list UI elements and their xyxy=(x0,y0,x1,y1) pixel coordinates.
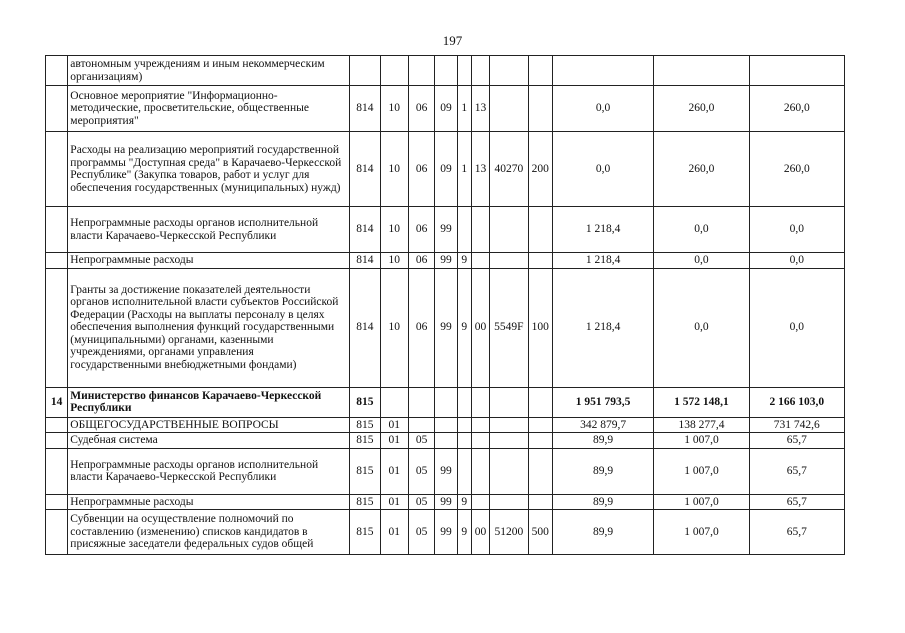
expense-name-cell: автономным учреждениям и иным некоммерческим организациям) xyxy=(68,56,350,86)
expense-type-code-cell xyxy=(528,448,552,494)
subprogram-code-cell xyxy=(457,387,471,417)
subsection-code-cell: 06 xyxy=(408,132,434,207)
table-row xyxy=(46,387,845,417)
amount-year-1-cell: 89,9 xyxy=(552,433,653,449)
amount-year-3-cell: 260,0 xyxy=(749,86,844,132)
row-number-cell xyxy=(46,433,68,449)
table-row xyxy=(46,510,845,555)
direction-code-cell xyxy=(490,253,529,269)
table-row xyxy=(46,207,845,253)
amount-year-1-cell: 1 218,4 xyxy=(552,207,653,253)
grbs-code-cell: 815 xyxy=(350,387,380,417)
amount-year-2-cell: 1 007,0 xyxy=(654,510,749,555)
amount-year-2-cell: 0,0 xyxy=(654,268,749,387)
section-code-cell xyxy=(380,56,408,86)
amount-year-2-cell: 0,0 xyxy=(654,253,749,269)
expense-name-cell: Основное мероприятие "Информационно-методические, просветительские, общественные мероприятия" xyxy=(68,86,350,132)
amount-year-1-cell: 0,0 xyxy=(552,86,653,132)
table-row xyxy=(46,86,845,132)
amount-year-3-cell: 65,7 xyxy=(749,433,844,449)
expense-type-code-cell xyxy=(528,433,552,449)
amount-year-2-cell: 260,0 xyxy=(654,86,749,132)
grbs-code-cell: 815 xyxy=(350,433,380,449)
expense-name-cell: Непрограммные расходы xyxy=(68,494,350,510)
amount-year-2-cell xyxy=(654,56,749,86)
subprogram-code-cell: 9 xyxy=(457,510,471,555)
amount-year-2-cell: 1 007,0 xyxy=(654,433,749,449)
grbs-code-cell: 814 xyxy=(350,268,380,387)
event-code-cell: 00 xyxy=(471,268,489,387)
section-code-cell: 01 xyxy=(380,433,408,449)
amount-year-3-cell: 0,0 xyxy=(749,268,844,387)
amount-year-3-cell: 2 166 103,0 xyxy=(749,387,844,417)
expense-name-cell: Непрограммные расходы органов исполнительной власти Карачаево-Черкесской Республики xyxy=(68,448,350,494)
expense-name-cell: Министерство финансов Карачаево-Черкесской Республики xyxy=(68,387,350,417)
grbs-code-cell: 815 xyxy=(350,448,380,494)
amount-year-2-cell: 260,0 xyxy=(654,132,749,207)
direction-code-cell xyxy=(490,387,529,417)
event-code-cell xyxy=(471,433,489,449)
expense-type-code-cell xyxy=(528,56,552,86)
subprogram-code-cell: 1 xyxy=(457,86,471,132)
table-row xyxy=(46,448,845,494)
expense-name-cell: Гранты за достижение показателей деятельности органов исполнительной власти субъектов Российской Федерации (Расходы на выплаты персоналу в целях обеспечения выполнения функций государственными (муниципальными) органами, казенными учреждениями, органами управления государственными внебюджетными фондами) xyxy=(68,268,350,387)
amount-year-1-cell: 1 951 793,5 xyxy=(552,387,653,417)
program-code-cell: 09 xyxy=(435,86,457,132)
table-row xyxy=(46,433,845,449)
subprogram-code-cell: 9 xyxy=(457,494,471,510)
subsection-code-cell: 05 xyxy=(408,510,434,555)
program-code-cell: 99 xyxy=(435,494,457,510)
expense-type-code-cell xyxy=(528,253,552,269)
amount-year-2-cell: 1 007,0 xyxy=(654,448,749,494)
event-code-cell xyxy=(471,448,489,494)
amount-year-1-cell: 89,9 xyxy=(552,510,653,555)
table-row xyxy=(46,268,845,387)
expense-type-code-cell xyxy=(528,417,552,433)
table-row xyxy=(46,494,845,510)
section-code-cell: 10 xyxy=(380,207,408,253)
expense-type-code-cell: 100 xyxy=(528,268,552,387)
grbs-code-cell: 814 xyxy=(350,207,380,253)
amount-year-3-cell: 65,7 xyxy=(749,448,844,494)
amount-year-3-cell: 65,7 xyxy=(749,510,844,555)
expense-name-cell: Субвенции на осуществление полномочий по составлению (изменению) списков кандидатов в присяжные заседатели федеральных судов общей xyxy=(68,510,350,555)
row-number-cell xyxy=(46,253,68,269)
expense-name-cell: Непрограммные расходы органов исполнительной власти Карачаево-Черкесской Республики xyxy=(68,207,350,253)
row-number-cell xyxy=(46,56,68,86)
direction-code-cell xyxy=(490,494,529,510)
subprogram-code-cell xyxy=(457,207,471,253)
amount-year-1-cell: 1 218,4 xyxy=(552,268,653,387)
subprogram-code-cell: 1 xyxy=(457,132,471,207)
amount-year-3-cell: 0,0 xyxy=(749,207,844,253)
event-code-cell: 00 xyxy=(471,510,489,555)
program-code-cell xyxy=(435,417,457,433)
row-number-cell xyxy=(46,494,68,510)
grbs-code-cell: 814 xyxy=(350,86,380,132)
row-number-cell xyxy=(46,86,68,132)
program-code-cell xyxy=(435,387,457,417)
subprogram-code-cell xyxy=(457,56,471,86)
grbs-code-cell: 815 xyxy=(350,417,380,433)
subsection-code-cell: 05 xyxy=(408,494,434,510)
expense-name-cell: Расходы на реализацию мероприятий государственной программы "Доступная среда" в Карачаево-Черкесской Республике" (Закупка товаров, работ и услуг для обеспечения государственных (муниципальных) нужд) xyxy=(68,132,350,207)
subprogram-code-cell xyxy=(457,417,471,433)
amount-year-1-cell: 342 879,7 xyxy=(552,417,653,433)
section-code-cell xyxy=(380,387,408,417)
amount-year-2-cell: 0,0 xyxy=(654,207,749,253)
amount-year-3-cell xyxy=(749,56,844,86)
grbs-code-cell: 815 xyxy=(350,494,380,510)
table-body xyxy=(46,56,845,555)
event-code-cell xyxy=(471,387,489,417)
subsection-code-cell: 06 xyxy=(408,253,434,269)
section-code-cell: 10 xyxy=(380,132,408,207)
row-number-cell xyxy=(46,207,68,253)
expense-name-cell: ОБЩЕГОСУДАРСТВЕННЫЕ ВОПРОСЫ xyxy=(68,417,350,433)
section-code-cell: 10 xyxy=(380,253,408,269)
amount-year-3-cell: 260,0 xyxy=(749,132,844,207)
amount-year-3-cell: 0,0 xyxy=(749,253,844,269)
event-code-cell xyxy=(471,207,489,253)
table-row xyxy=(46,56,845,86)
direction-code-cell xyxy=(490,433,529,449)
direction-code-cell xyxy=(490,448,529,494)
section-code-cell: 01 xyxy=(380,494,408,510)
direction-code-cell: 5549F xyxy=(490,268,529,387)
table-row xyxy=(46,417,845,433)
direction-code-cell xyxy=(490,56,529,86)
expense-type-code-cell: 500 xyxy=(528,510,552,555)
program-code-cell: 99 xyxy=(435,207,457,253)
program-code-cell: 99 xyxy=(435,253,457,269)
program-code-cell xyxy=(435,433,457,449)
expense-type-code-cell: 200 xyxy=(528,132,552,207)
subsection-code-cell: 06 xyxy=(408,86,434,132)
subsection-code-cell: 05 xyxy=(408,433,434,449)
section-code-cell: 01 xyxy=(380,510,408,555)
amount-year-2-cell: 1 007,0 xyxy=(654,494,749,510)
subprogram-code-cell: 9 xyxy=(457,268,471,387)
row-number-cell xyxy=(46,417,68,433)
event-code-cell: 13 xyxy=(471,132,489,207)
row-number-cell xyxy=(46,268,68,387)
section-code-cell: 01 xyxy=(380,448,408,494)
expense-type-code-cell xyxy=(528,494,552,510)
program-code-cell: 99 xyxy=(435,510,457,555)
subsection-code-cell xyxy=(408,56,434,86)
grbs-code-cell xyxy=(350,56,380,86)
event-code-cell xyxy=(471,417,489,433)
row-number-cell xyxy=(46,448,68,494)
subprogram-code-cell xyxy=(457,448,471,494)
expense-type-code-cell xyxy=(528,387,552,417)
row-number-cell xyxy=(46,132,68,207)
subprogram-code-cell: 9 xyxy=(457,253,471,269)
section-code-cell: 10 xyxy=(380,86,408,132)
direction-code-cell: 40270 xyxy=(490,132,529,207)
amount-year-1-cell: 89,9 xyxy=(552,448,653,494)
subsection-code-cell xyxy=(408,387,434,417)
event-code-cell xyxy=(471,494,489,510)
amount-year-2-cell: 138 277,4 xyxy=(654,417,749,433)
subprogram-code-cell xyxy=(457,433,471,449)
amount-year-1-cell: 89,9 xyxy=(552,494,653,510)
row-number-cell xyxy=(46,510,68,555)
amount-year-3-cell: 65,7 xyxy=(749,494,844,510)
event-code-cell xyxy=(471,253,489,269)
grbs-code-cell: 814 xyxy=(350,253,380,269)
row-number-cell: 14 xyxy=(46,387,68,417)
subsection-code-cell: 05 xyxy=(408,448,434,494)
budget-table xyxy=(45,55,845,555)
amount-year-2-cell: 1 572 148,1 xyxy=(654,387,749,417)
direction-code-cell xyxy=(490,417,529,433)
program-code-cell: 99 xyxy=(435,448,457,494)
table-row xyxy=(46,132,845,207)
section-code-cell: 01 xyxy=(380,417,408,433)
direction-code-cell xyxy=(490,207,529,253)
amount-year-1-cell: 0,0 xyxy=(552,132,653,207)
program-code-cell xyxy=(435,56,457,86)
grbs-code-cell: 815 xyxy=(350,510,380,555)
subsection-code-cell xyxy=(408,417,434,433)
amount-year-1-cell xyxy=(552,56,653,86)
table-row xyxy=(46,253,845,269)
section-code-cell: 10 xyxy=(380,268,408,387)
program-code-cell: 09 xyxy=(435,132,457,207)
direction-code-cell: 51200 xyxy=(490,510,529,555)
event-code-cell xyxy=(471,56,489,86)
expense-type-code-cell xyxy=(528,86,552,132)
amount-year-3-cell: 731 742,6 xyxy=(749,417,844,433)
program-code-cell: 99 xyxy=(435,268,457,387)
amount-year-1-cell: 1 218,4 xyxy=(552,253,653,269)
direction-code-cell xyxy=(490,86,529,132)
event-code-cell: 13 xyxy=(471,86,489,132)
subsection-code-cell: 06 xyxy=(408,207,434,253)
expense-name-cell: Непрограммные расходы xyxy=(68,253,350,269)
expense-type-code-cell xyxy=(528,207,552,253)
subsection-code-cell: 06 xyxy=(408,268,434,387)
expense-name-cell: Судебная система xyxy=(68,433,350,449)
grbs-code-cell: 814 xyxy=(350,132,380,207)
page-number: 197 xyxy=(442,33,463,48)
